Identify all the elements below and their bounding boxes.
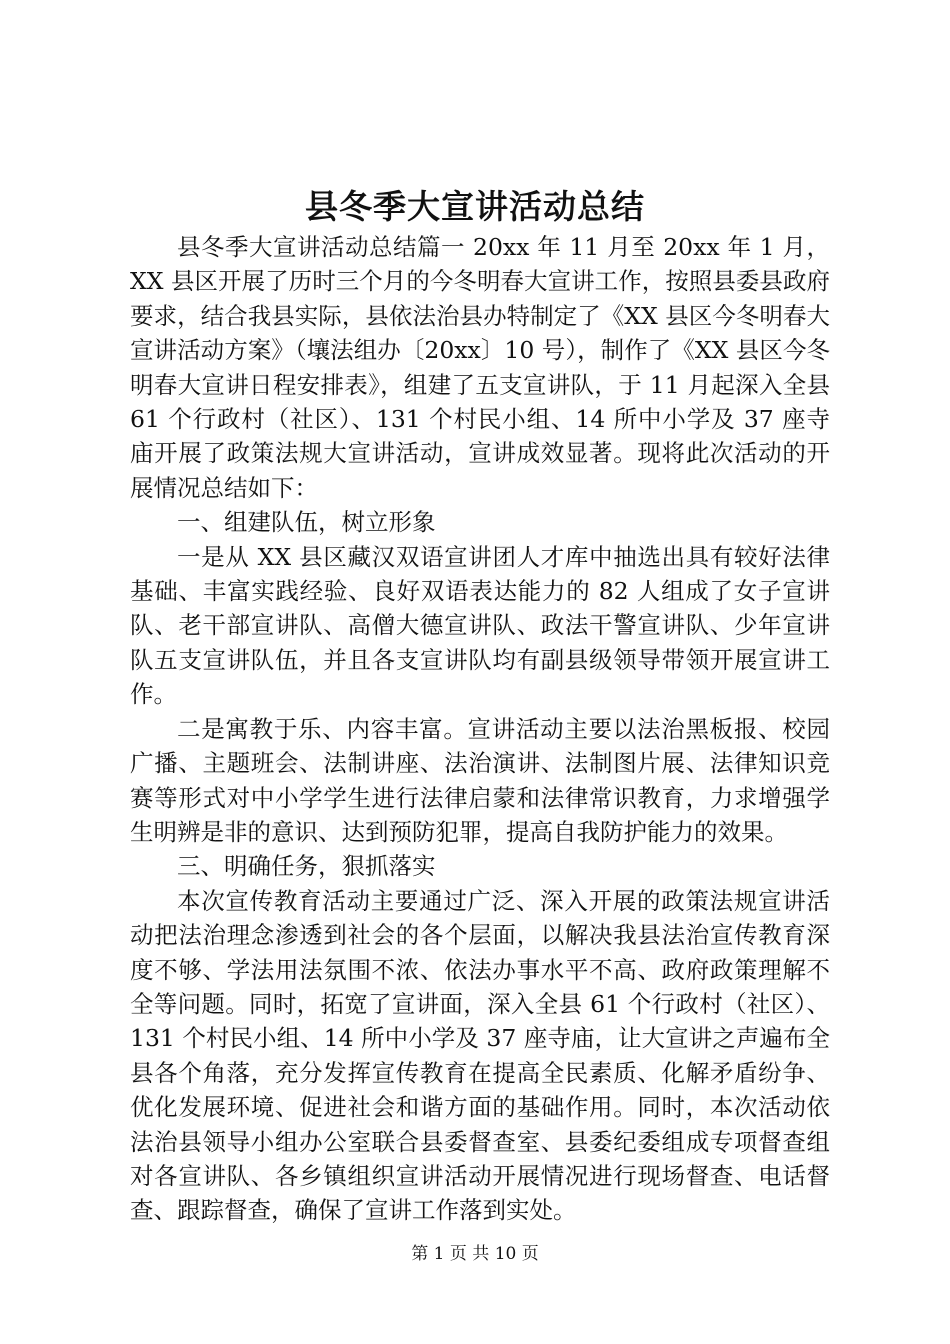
paragraph-intro: 县冬季大宣讲活动总结篇一 20xx 年 11 月至 20xx 年 1 月，XX 县区开展了历时三个月的今冬明春大宣讲工作，按照县委县政府要求，结合我县实际，县依法治县办特制定了《XX 县区今冬明春大宣讲活动方案》（壤法组办〔20xx〕10 号），制作了《XX 县区今冬明春大宣讲日程安排表》，组建了五支宣讲队，于 11 月起深入全县 61 个行政村（社区）、131 个村民小组、14 所中小学及 37 座寺庙开展了政策法规大宣讲活动，宣讲成效显著。现将此次活动的开展情况总结如下： [130,233,830,502]
paragraph-tasks: 本次宣传教育活动主要通过广泛、深入开展的政策法规宣讲活动把法治理念渗透到社会的各个层面，以解决我县法治宣传教育深度不够、学法用法氛围不浓、依法办事水平不高、政府政策理解不全等问题。同时，拓宽了宣讲面，深入全县 61 个行政村（社区）、131 个村民小组、14 所中小学及 37 座寺庙，让大宣讲之声遍布全县各个角落，充分发挥宣传教育在提高全民素质、化解矛盾纷争、优化发展环境、促进社会和谐方面的基础作用。同时，本次活动依法治县领导小组办公室联合县委督查室、县委纪委组成专项督查组对各宣讲队、各乡镇组织宣讲活动开展情况进行现场督查、电话督查、跟踪督查，确保了宣讲工作落到实处。 [130,886,830,1225]
page-footer: 第 1 页 共 10 页 [411,1244,539,1264]
document-body [130,230,830,1228]
page-title: 县冬季大宣讲活动总结 [305,187,645,226]
section-heading-3: 三、明确任务，狠抓落实 [177,852,436,881]
section-heading-1: 一、组建队伍，树立形象 [177,508,436,537]
paragraph-team: 一是从 XX 县区藏汉双语宣讲团人才库中抽选出具有较好法律基础、丰富实践经验、良好双语表达能力的 82 人组成了女子宣讲队、老干部宣讲队、高僧大德宣讲队、政法干警宣讲队、少年宣讲队五支宣讲队伍，并且各支宣讲队均有副县级领导带领开展宣讲工作。 [130,542,830,709]
paragraph-education: 二是寓教于乐、内容丰富。宣讲活动主要以法治黑板报、校园广播、主题班会、法制讲座、法治演讲、法制图片展、法律知识竞赛等形式对中小学学生进行法律启蒙和法律常识教育，力求增强学生明辨是非的意识、达到预防犯罪，提高自我防护能力的效果。 [130,714,830,846]
